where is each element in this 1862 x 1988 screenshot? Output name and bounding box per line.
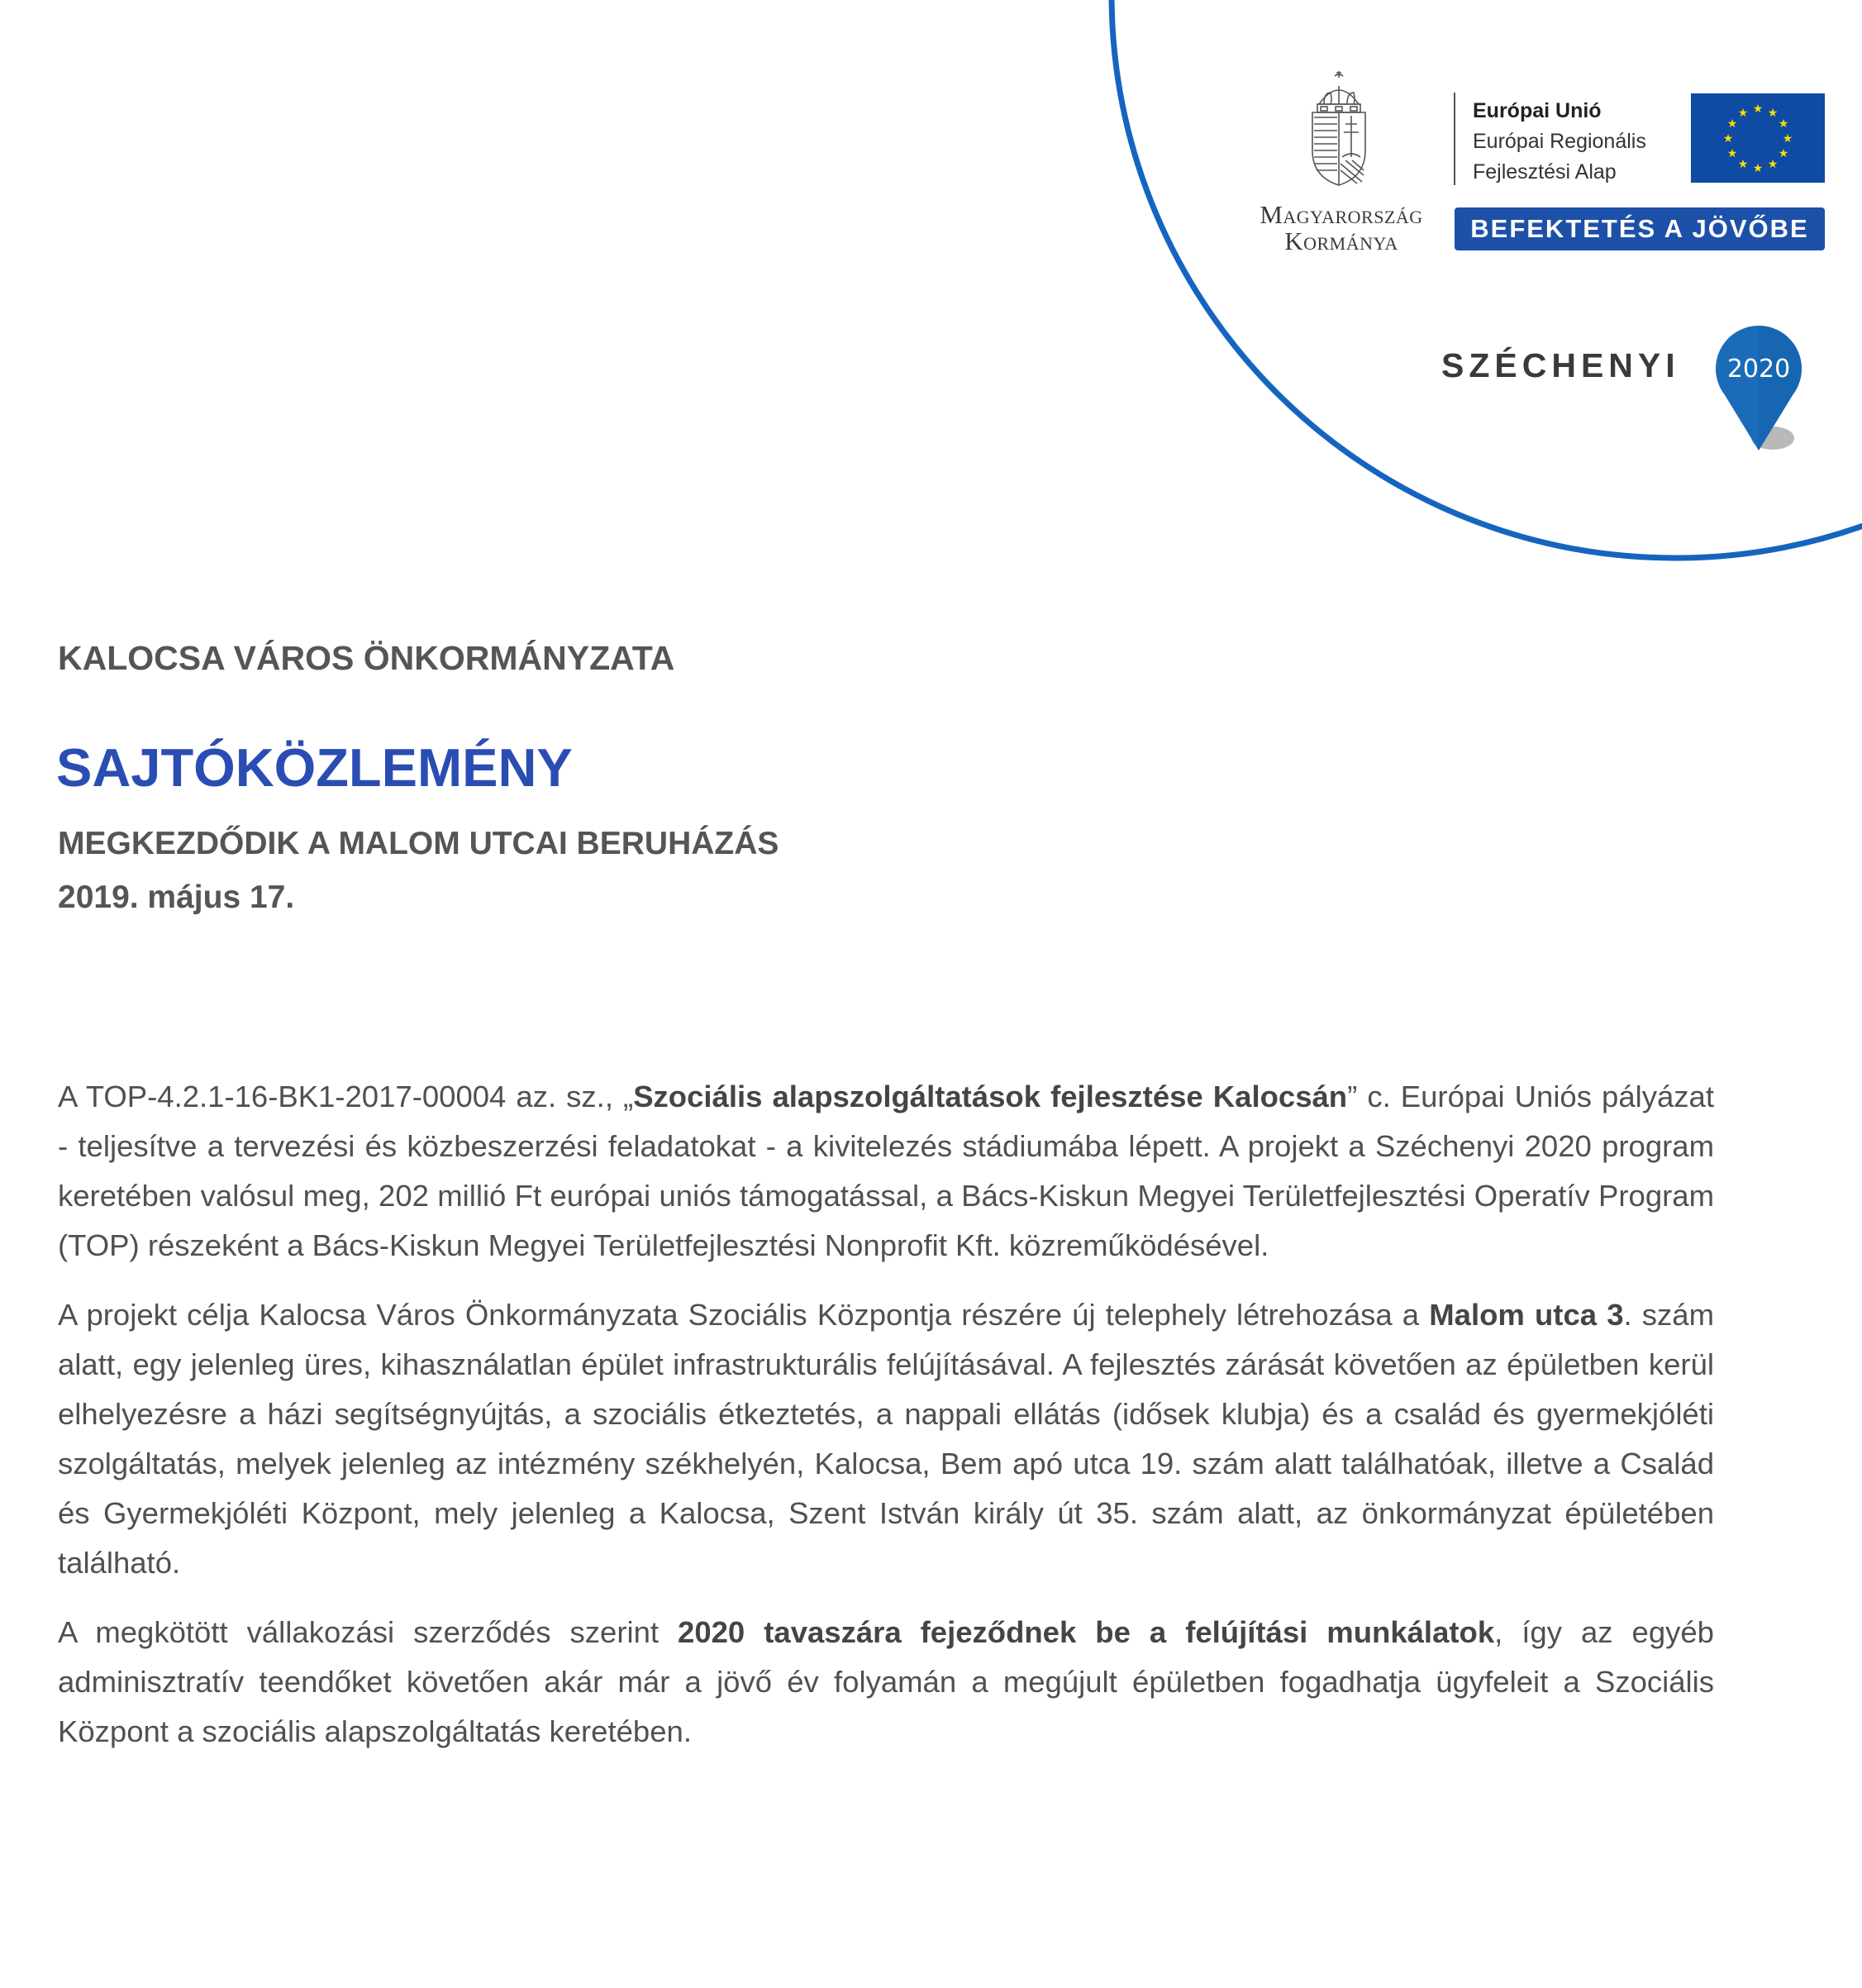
- paragraph-2: [58, 1290, 1714, 1588]
- paragraph-3: [58, 1608, 1714, 1757]
- paragraph-text: ” c. Európai Uniós pályázat - teljesítve a tervezési és közbeszerzési feladatokat - a kivitelezés stádiumába lépett. A projekt a Széchenyi 2020 program keretében valósul meg, 202 millió Ft európai uniós támogatással, a Bács-Kiskun Megyei Területfejlesztési Operatív Program (TOP) részeként a Bács-Kiskun Megyei Területfejlesztési Nonprofit Kft. közreműködésével.: [58, 1080, 1715, 1262]
- decorative-arc: [0, 0, 1862, 595]
- svg-text:★: ★: [1778, 147, 1789, 160]
- szechenyi-year: 2020: [1726, 355, 1791, 384]
- paragraph-text: A megkötött vállakozási szerződés szerint: [58, 1615, 679, 1649]
- svg-text:★: ★: [1726, 147, 1738, 160]
- svg-text:★: ★: [1726, 117, 1738, 131]
- svg-text:★: ★: [1737, 107, 1749, 120]
- svg-text:★: ★: [1722, 132, 1734, 145]
- eu-line3: Fejlesztési Alap: [1473, 160, 1617, 184]
- eu-flag-icon: [1691, 93, 1825, 183]
- eu-divider: [1454, 93, 1455, 185]
- address-highlight: Malom utca 3: [1429, 1298, 1624, 1332]
- page-title: SAJTÓKÖZLEMÉNY: [56, 737, 573, 798]
- press-release-body: [58, 1072, 1714, 1776]
- project-name: Szociális alapszolgáltatások fejlesztése Kalocsán: [633, 1080, 1348, 1113]
- svg-text:★: ★: [1752, 162, 1764, 175]
- svg-text:★: ★: [1737, 158, 1749, 171]
- eu-title: Európai Unió: [1473, 99, 1602, 122]
- svg-text:★: ★: [1767, 158, 1779, 171]
- svg-text:★: ★: [1752, 102, 1764, 116]
- organization-name: KALOCSA VÁROS ÖNKORMÁNYZATA: [58, 639, 675, 677]
- government-logo-text: [1240, 202, 1443, 255]
- svg-text:★: ★: [1778, 117, 1789, 131]
- svg-text:★: ★: [1782, 132, 1793, 145]
- government-line2: Kormánya: [1284, 226, 1398, 255]
- paragraph-text: A projekt célja Kalocsa Város Önkormányzata Szociális Központja részére új telephely létrehozása a: [58, 1298, 1430, 1332]
- map-pin-icon: [1713, 324, 1804, 456]
- paragraph-text: . szám alatt, egy jelenleg üres, kihasználatlan épület infrastrukturális felújításával. A fejlesztés zárását követően az épületben kerül elhelyezésre a házi segítségnyújtás, a szociális étkeztetés, a nappali ellátás (idősek klubja) és a család és gyermekjóléti szolgáltatás, melyek jelenleg az intézmény székhelyén, Kalocsa, Bem apó utca 19. szám alatt találhatóak, illetve a Család és Gyermekjóléti Központ, mely jelenleg a Kalocsa, Szent István király út 35. szám alatt, az önkormányzat épületében található.: [58, 1298, 1714, 1580]
- press-subtitle: MEGKEZDŐDIK A MALOM UTCAI BERUHÁZÁS: [58, 826, 779, 861]
- hungarian-coat-of-arms-icon: [1307, 71, 1370, 187]
- investment-banner: BEFEKTETÉS A JÖVŐBE: [1455, 207, 1825, 250]
- paragraph-text: A TOP-4.2.1-16-BK1-2017-00004 az. sz., „: [58, 1080, 634, 1113]
- szechenyi-logo-text: SZÉCHENYI: [1441, 346, 1680, 384]
- svg-text:★: ★: [1767, 107, 1779, 120]
- paragraph-text: , így az egyéb adminisztratív teendőket követően akár már a jövő év folyamán a megújult épületben fogadhatja ügyfeleit a Szociális Központ a szociális alapszolgáltatás keretében.: [58, 1615, 1714, 1748]
- press-date: 2019. május 17.: [58, 880, 295, 915]
- completion-highlight: 2020 tavaszára fejeződnek be a felújítási munkálatok: [678, 1615, 1495, 1649]
- paragraph-1: [58, 1072, 1714, 1271]
- eu-fund-text: [1473, 96, 1646, 188]
- government-line1: Magyarország: [1260, 200, 1423, 229]
- eu-line2: Európai Regionális: [1473, 130, 1646, 153]
